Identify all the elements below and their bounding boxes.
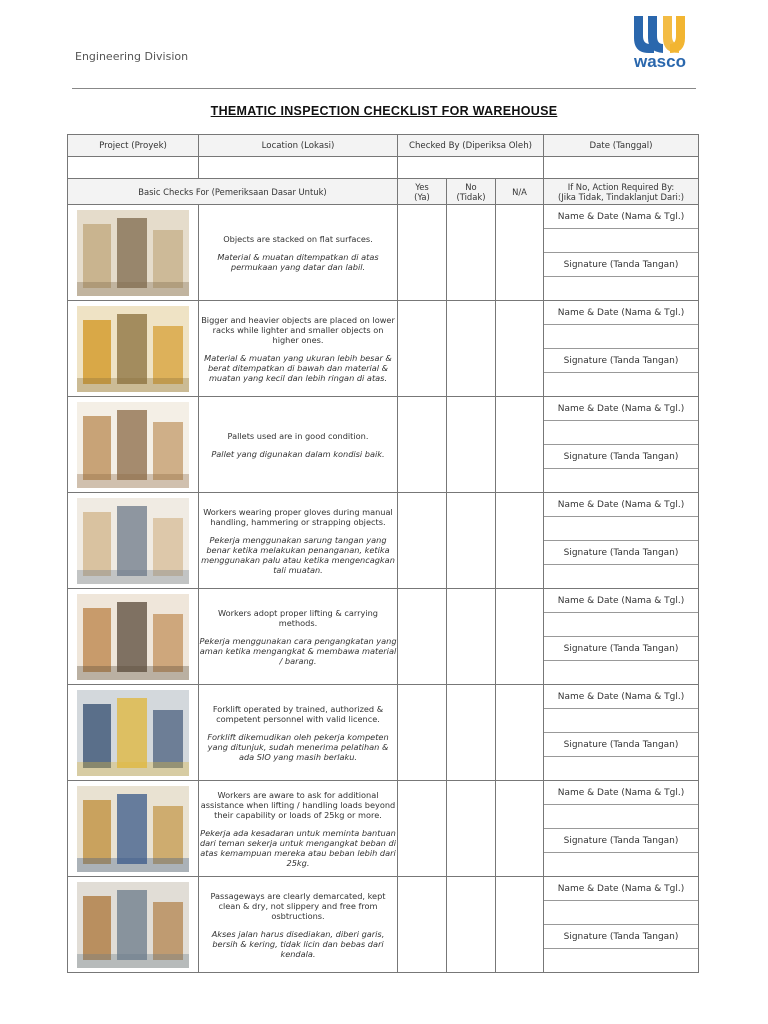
name-date-field[interactable] [544, 325, 698, 349]
action-cell [544, 397, 699, 493]
item-photo-cell [68, 589, 199, 685]
action-cell [544, 589, 699, 685]
signature-label: Signature (Tanda Tangan) [544, 829, 698, 853]
na-checkbox-cell[interactable] [496, 493, 544, 589]
signature-label: Signature (Tanda Tangan) [544, 733, 698, 757]
logo-wordmark: wasco [634, 52, 686, 71]
item-text-id: Material & muatan ditempatkan di atas permukaan yang datar dan labil. [217, 251, 379, 272]
item-description-cell [199, 781, 398, 877]
name-date-field[interactable] [544, 901, 698, 925]
yes-checkbox-cell[interactable] [398, 205, 447, 301]
name-date-label: Name & Date (Nama & Tgl.) [544, 205, 698, 229]
yes-header: Yes (Ya) [398, 179, 447, 205]
name-date-label: Name & Date (Nama & Tgl.) [544, 493, 698, 517]
item-text-id: Pekerja menggunakan cara pengangkatan yang aman ketika mengangkat & membawa material / barang. [199, 635, 397, 666]
na-checkbox-cell[interactable] [496, 685, 544, 781]
action-cell [544, 205, 699, 301]
checklist-row [68, 589, 699, 685]
yes-checkbox-cell[interactable] [398, 301, 447, 397]
project-header: Project (Proyek) [68, 135, 199, 157]
checks-header-row [68, 179, 699, 205]
no-checkbox-cell[interactable] [447, 205, 496, 301]
basic-checks-header: Basic Checks For (Pemeriksaan Dasar Untuk) [68, 179, 398, 205]
na-checkbox-cell[interactable] [496, 397, 544, 493]
project-input-row [68, 157, 699, 179]
name-date-field[interactable] [544, 613, 698, 637]
item-text-id: Pekerja ada kesadaran untuk meminta bantuan dari teman sekerja untuk mengangkat beban di atas kemampuan mereka atau beban lebih dari 25kg. [199, 827, 397, 868]
name-date-field[interactable] [544, 229, 698, 253]
signature-field[interactable] [544, 469, 698, 492]
checklist-row [68, 877, 699, 973]
signature-label: Signature (Tanda Tangan) [544, 253, 698, 277]
item-text-id: Akses jalan harus disediakan, diberi garis, bersih & kering, tidak licin dan bebas dari kendala. [211, 928, 385, 959]
na-checkbox-cell[interactable] [496, 877, 544, 973]
item-text-id: Material & muatan yang ukuran lebih besar & berat ditempatkan di bawah dan material & muatan yang kecil dan lebih ringan di atas. [204, 352, 392, 383]
no-checkbox-cell[interactable] [447, 685, 496, 781]
warehouse-racks-photo [77, 210, 189, 296]
signature-label: Signature (Tanda Tangan) [544, 349, 698, 373]
signature-label: Signature (Tanda Tangan) [544, 925, 698, 949]
item-description-cell [199, 397, 398, 493]
item-text-id: Pekerja menggunakan sarung tangan yang benar ketika melakukan penanganan, ketika menggunakan palu atau ketika mengencagkan tali muatan. [201, 534, 395, 575]
signature-label: Signature (Tanda Tangan) [544, 445, 698, 469]
item-photo-cell [68, 397, 199, 493]
checked-by-field[interactable] [398, 157, 544, 179]
yes-checkbox-cell[interactable] [398, 685, 447, 781]
name-date-label: Name & Date (Nama & Tgl.) [544, 781, 698, 805]
na-checkbox-cell[interactable] [496, 301, 544, 397]
checklist-row [68, 493, 699, 589]
no-checkbox-cell[interactable] [447, 781, 496, 877]
project-field[interactable] [68, 157, 199, 179]
signature-label: Signature (Tanda Tangan) [544, 541, 698, 565]
no-checkbox-cell[interactable] [447, 397, 496, 493]
checklist-row [68, 685, 699, 781]
loaded-shelving-photo [77, 306, 189, 392]
item-description-cell [199, 301, 398, 397]
name-date-label: Name & Date (Nama & Tgl.) [544, 397, 698, 421]
checklist-table [67, 134, 699, 973]
checklist-row [68, 205, 699, 301]
item-text-en: Objects are stacked on flat surfaces. [223, 233, 373, 244]
action-cell [544, 877, 699, 973]
location-header: Location (Lokasi) [199, 135, 398, 157]
no-checkbox-cell[interactable] [447, 493, 496, 589]
name-date-field[interactable] [544, 709, 698, 733]
item-text-en: Passageways are clearly demarcated, kept clean & dry, not slippery and free from osbtructions. [210, 890, 386, 921]
division-label: Engineering Division [75, 50, 189, 63]
item-text-id: Pallet yang digunakan dalam kondisi baik. [211, 448, 385, 459]
signature-field[interactable] [544, 853, 698, 876]
warehouse-passageway-photo [77, 882, 189, 968]
item-description-cell [199, 589, 398, 685]
signature-field[interactable] [544, 277, 698, 300]
name-date-label: Name & Date (Nama & Tgl.) [544, 685, 698, 709]
name-date-label: Name & Date (Nama & Tgl.) [544, 301, 698, 325]
item-description-cell [199, 493, 398, 589]
signature-field[interactable] [544, 565, 698, 588]
name-date-field[interactable] [544, 517, 698, 541]
yes-checkbox-cell[interactable] [398, 781, 447, 877]
name-date-field[interactable] [544, 805, 698, 829]
na-header: N/A [496, 179, 544, 205]
item-text-en: Workers wearing proper gloves during manual handling, hammering or strapping objects. [203, 506, 393, 527]
workers-assisting-photo [77, 786, 189, 872]
forklift-photo [77, 690, 189, 776]
item-text-en: Pallets used are in good condition. [227, 430, 369, 441]
checklist-row [68, 781, 699, 877]
item-description-cell [199, 205, 398, 301]
yes-checkbox-cell[interactable] [398, 397, 447, 493]
item-text-en: Workers adopt proper lifting & carrying methods. [218, 607, 378, 628]
name-date-label: Name & Date (Nama & Tgl.) [544, 877, 698, 901]
date-field[interactable] [544, 157, 699, 179]
item-text-en: Workers are aware to ask for additional assistance when lifting / handling loads beyond their capability or loads of 25kg or more. [200, 789, 396, 820]
signature-field[interactable] [544, 373, 698, 396]
item-photo-cell [68, 781, 199, 877]
item-photo-cell [68, 493, 199, 589]
wasco-logo [624, 14, 696, 80]
item-photo-cell [68, 877, 199, 973]
no-checkbox-cell[interactable] [447, 877, 496, 973]
action-header: If No, Action Required By: (Jika Tidak, Tindaklanjut Dari:) [544, 179, 699, 205]
checked-by-header: Checked By (Diperiksa Oleh) [398, 135, 544, 157]
project-header-row [68, 135, 699, 157]
yes-checkbox-cell[interactable] [398, 877, 447, 973]
item-photo-cell [68, 301, 199, 397]
gloved-hammer-photo [77, 498, 189, 584]
signature-field[interactable] [544, 949, 698, 972]
yes-checkbox-cell[interactable] [398, 493, 447, 589]
item-text-en: Forklift operated by trained, authorized & competent personnel with valid licence. [212, 703, 384, 724]
signature-field[interactable] [544, 757, 698, 780]
action-cell [544, 781, 699, 877]
item-text-id: Forklift dikemudikan oleh pekerja kompeten yang ditunjuk, sudah menerima pelatihan & ada SIO yang masih berlaku. [207, 731, 389, 762]
no-header: No (Tidak) [447, 179, 496, 205]
no-checkbox-cell[interactable] [447, 589, 496, 685]
yes-checkbox-cell[interactable] [398, 589, 447, 685]
item-photo-cell [68, 205, 199, 301]
checklist-row [68, 397, 699, 493]
action-cell [544, 301, 699, 397]
worker-lifting-boxes-photo [77, 594, 189, 680]
item-text-en: Bigger and heavier objects are placed on lower racks while lighter and smaller objects on higher ones. [201, 314, 395, 345]
wooden-pallets-photo [77, 402, 189, 488]
item-photo-cell [68, 685, 199, 781]
date-header: Date (Tanggal) [544, 135, 699, 157]
page-title: THEMATIC INSPECTION CHECKLIST FOR WAREHOUSE [210, 104, 558, 118]
na-checkbox-cell[interactable] [496, 781, 544, 877]
na-checkbox-cell[interactable] [496, 205, 544, 301]
signature-label: Signature (Tanda Tangan) [544, 637, 698, 661]
signature-field[interactable] [544, 661, 698, 684]
action-cell [544, 493, 699, 589]
location-field[interactable] [199, 157, 398, 179]
no-checkbox-cell[interactable] [447, 301, 496, 397]
name-date-field[interactable] [544, 421, 698, 445]
checklist-row [68, 301, 699, 397]
item-description-cell [199, 685, 398, 781]
header-divider [72, 88, 696, 89]
item-description-cell [199, 877, 398, 973]
wasco-logo-mark-icon [630, 14, 690, 54]
na-checkbox-cell[interactable] [496, 589, 544, 685]
name-date-label: Name & Date (Nama & Tgl.) [544, 589, 698, 613]
action-cell [544, 685, 699, 781]
